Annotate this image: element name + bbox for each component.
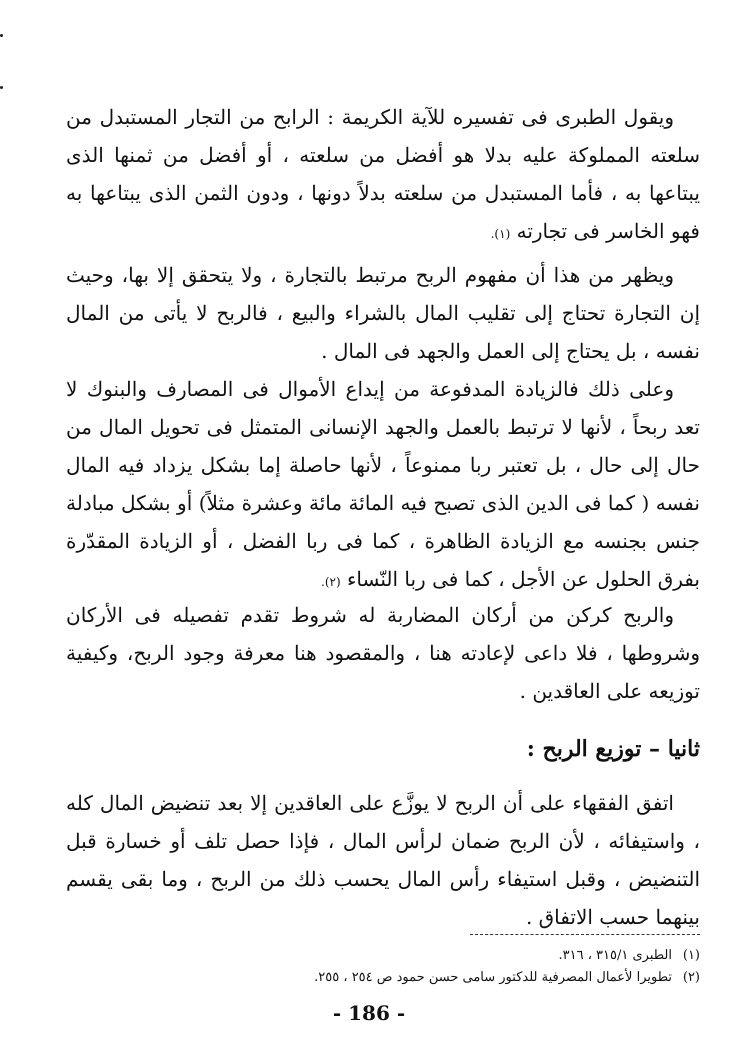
paragraph-2-text: ويظهر من هذا أن مفهوم الربح مرتبط بالتجارة ، ولا يتحقق إلا بها، وحيث إن التجارة تحتاج إلى تقليب المال بالشراء والبيع ، فالربح لا يأتى من المال نفسه ، بل يحتاج إلى العمل والجهد فى المال . — [66, 263, 700, 363]
footnote-1 — [140, 945, 700, 967]
margin-dot — [0, 34, 3, 37]
section-paragraph — [66, 784, 700, 936]
paragraph-3-text: وعلى ذلك فالزيادة المدفوعة من إيداع الأموال فى المصارف والبنوك لا تعد ربحاً ، لأنها لا ترتبط بالعمل والجهد الإنسانى المتمثل فى تحويل المال من حال إلى حال ، بل تعتبر ربا ممنوعاً ، لأنها حاصلة إما بشكل يزداد فيه المال نفسه ( كما فى الدين الذى تصبح فيه المائة مائة وعشرة مثلاً) أو بشكل مبادلة جنس بجنسه مع الزيادة الظاهرة ، كما فى ربا الفضل ، أو الزيادة المقدّرة بفرق الحلول عن الأجل ، كما فى ربا النّساء — [66, 377, 700, 591]
paragraph-4-text: والربح كركن من أركان المضاربة له شروط تقدم تفصيله فى الأركان وشروطها ، فلا داعى لإعادته هنا ، والمقصود هنا معرفة وجود الربح، وكيفية توزيعه على العاقدين . — [66, 603, 700, 703]
footnote-separator — [470, 934, 700, 935]
page-number: - 186 - — [332, 1001, 406, 1025]
paragraph-3 — [66, 370, 700, 601]
footnote-ref-2: (٢). — [321, 575, 341, 589]
margin-dot — [0, 86, 3, 89]
section-heading: ثانيا – توزيع الربح : — [526, 736, 700, 762]
footnote-2-number: (٢) — [682, 970, 700, 985]
footnote-ref-1: (١). — [490, 227, 511, 241]
paragraph-1-text: ويقول الطبرى فى تفسيره للآية الكريمة : الرابح من التجار المستبدل من سلعته المملوكة عليه بدلا هو أفضل من سلعته ، أو أفضل من ثمنها الذى يبتاعها به ، فأما المستبدل من سلعته بدلاً دونها ، ودون الثمن الذى يبتاعها به فهو الخاسر فى تجارته — [66, 105, 700, 243]
paragraph-4 — [66, 596, 700, 710]
footnote-1-number: (١) — [682, 948, 700, 963]
paragraph-2 — [66, 256, 700, 370]
paragraph-1 — [66, 98, 700, 253]
section-paragraph-text: اتفق الفقهاء على أن الربح لا يوزَّع على العاقدين إلا بعد تنضيض المال كله ، واستيفائه ، لأن الربح ضمان لرأس المال ، فإذا حصل تلف أو خسارة قبل التنضيض ، وقبل استيفاء رأس المال يحسب ذلك من الربح ، وما بقى يقسم بينهما حسب الاتفاق . — [66, 791, 700, 929]
footnotes — [140, 945, 700, 989]
footnote-1-text: الطبرى ٣١٥/١ ، ٣١٦. — [558, 948, 672, 963]
footnote-2-text: تطويرا لأعمال المصرفية للدكتور سامى حسن حمود ص ٢٥٤ ، ٢٥٥. — [314, 970, 672, 985]
footnote-2 — [140, 967, 700, 989]
